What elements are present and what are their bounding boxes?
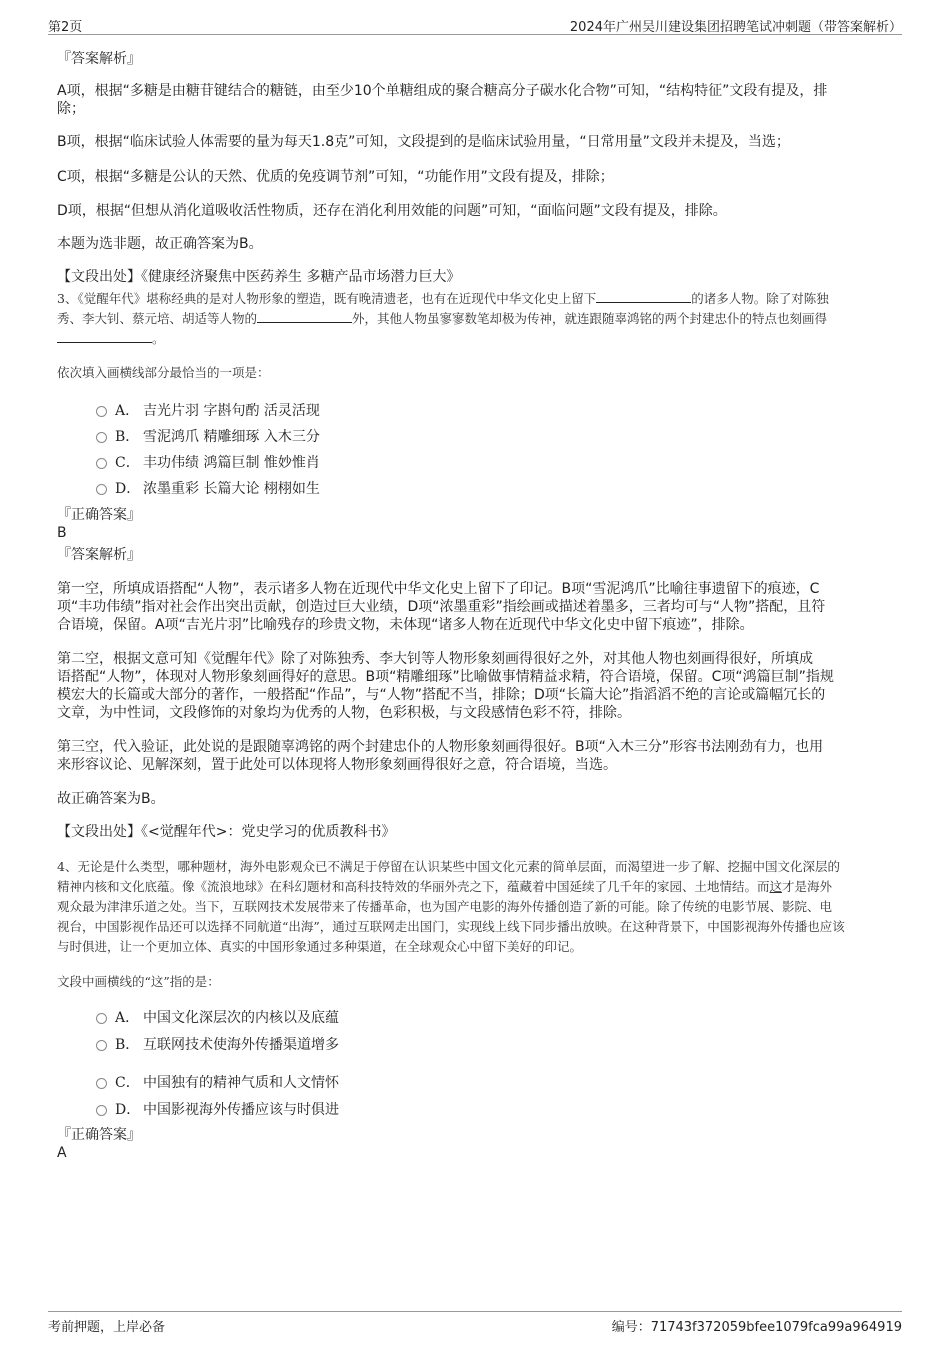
question-3-stem: 3、《觉醒年代》堪称经典的是对人物形象的塑造，既有晚清遗老，也有在近现代中华文化史上留下 的诸多人物。除了对陈独 秀、李大钊、蔡元培、胡适等人物的 外，其他人物虽寥寥数笔却极为传神，就连跟随辜鸿铭的两个封建忠仆的特点也刻画得 。 [57, 291, 829, 346]
question-4-prompt: 文段中画横线的“这”指的是： [57, 974, 220, 989]
q4-answer-label: 『正确答案』 [57, 1127, 141, 1143]
q3-option-c[interactable]: C． 丰功伟绩 鸿篇巨制 惟妙惟肖 [96, 452, 320, 472]
q3-analysis-para-2: 第二空，根据文意可知《觉醒年代》除了对陈独秀、李大钊等人物形象刻画得很好之外，对其他人物也刻画得很好，所填成 语搭配“人物”，体现对人物形象刻画得好的意思。B项“精雕细琢”比喻做事情精益求精，符合语境，保留。C项“鸿篇巨制”指规 模宏大的长篇或大部分的著作，一般搭配“作品”，与“人物”搭配不当，排除；D项“长篇大论”指滔滔不绝的言论或篇幅冗长的 文章，为中性词，文段修饰的对象均为优秀的人物，色彩积极，与文段感情色彩不符，排除。 [57, 651, 834, 721]
radio-icon[interactable] [96, 432, 107, 443]
blank-3 [57, 330, 152, 343]
q3-option-b[interactable]: B． 雪泥鸿爪 精雕细琢 入木三分 [96, 426, 320, 446]
q2-conclusion: 本题为选非题，故正确答案为B。 [57, 236, 263, 252]
q3-option-d[interactable]: D． 浓墨重彩 长篇大论 栩栩如生 [96, 478, 320, 498]
q4-option-d[interactable]: D． 中国影视海外传播应该与时俱进 [96, 1099, 339, 1119]
q2-analysis-a [57, 82, 895, 118]
q2-source: 【文段出处】《健康经济聚焦中医药养生 多糖产品市场潜力巨大》 [57, 269, 461, 285]
q3-conclusion: 故正确答案为B。 [57, 791, 165, 807]
radio-icon[interactable] [96, 1013, 107, 1024]
radio-icon[interactable] [96, 1105, 107, 1116]
blank-1 [596, 290, 691, 303]
q2-analysis-d: D项，根据“但想从消化道吸收活性物质，还存在消化利用效能的问题”可知，“面临问题”文段有提及，排除。 [57, 203, 727, 219]
page-footer [48, 1311, 902, 1334]
blank-2 [257, 310, 352, 323]
q2-analysis-a-line2: 除； [57, 101, 85, 117]
q2-analysis-b: B项，根据“临床试验人体需要的量为每天1.8克”可知，文段提到的是临床试验用量，“日常用量”文段并未提及，当选； [57, 134, 790, 150]
page-header [48, 14, 902, 35]
q4-option-a[interactable]: A． 中国文化深层次的内核以及底蕴 [96, 1007, 339, 1027]
radio-icon[interactable] [96, 484, 107, 495]
footer-slogan: 考前押题，上岸必备 [48, 1320, 166, 1335]
q3-analysis-para-3: 第三空，代入验证，此处说的是跟随辜鸿铭的两个封建忠仆的人物形象刻画得很好。B项“入木三分”形容书法刚劲有力，也用 来形容议论、见解深刻，置于此处可以体现将人物形象刻画得很好之意，符合语境，当选。 [57, 739, 824, 773]
document-code: 编号：71743f372059bfee1079fca99a964919 [611, 1320, 902, 1335]
radio-icon[interactable] [96, 458, 107, 469]
page-number: 第2页 [48, 20, 83, 35]
q4-option-c[interactable]: C． 中国独有的精神气质和人文情怀 [96, 1072, 339, 1092]
radio-icon[interactable] [96, 406, 107, 417]
q3-option-a[interactable]: A． 吉光片羽 字斟句酌 活灵活现 [96, 400, 320, 420]
q4-answer: A [57, 1145, 67, 1161]
q2-analysis-a-line1: A项，根据“多糖是由糖苷键结合的糖链，由至少10个单糖组成的聚合糖高分子碳水化合物”可知，“结构特征”文段有提及，排 [57, 83, 828, 99]
q3-answer: B [57, 525, 67, 541]
question-3-prompt: 依次填入画横线部分最恰当的一项是： [57, 365, 270, 380]
q2-analysis-c: C项，根据“多糖是公认的天然、优质的免疫调节剂”可知，“功能作用”文段有提及，排除； [57, 169, 614, 185]
analysis-label: 『答案解析』 [57, 51, 141, 67]
underlined-word: 这 [769, 879, 783, 894]
q3-source: 【文段出处】《<觉醒年代>：党史学习的优质教科书》 [57, 824, 396, 840]
document-title: 2024年广州吴川建设集团招聘笔试冲刺题（带答案解析） [569, 20, 902, 35]
q3-answer-label: 『正确答案』 [57, 507, 141, 523]
radio-icon[interactable] [96, 1078, 107, 1089]
q3-analysis-label: 『答案解析』 [57, 547, 141, 563]
radio-icon[interactable] [96, 1040, 107, 1051]
q3-analysis-para-1: 第一空，所填成语搭配“人物”，表示诸多人物在近现代中华文化史上留下了印记。B项“雪泥鸿爪”比喻往事遗留下的痕迹，C 项“丰功伟绩”指对社会作出突出贡献，创造过巨大业绩，D项“浓墨重彩”指绘画或描述着墨多，三者均可与“人物”搭配，且符 合语境，保留。A项“吉光片羽”比喻残存的珍贵文物，未体现“诸多人物在近现代中华文化史中留下痕迹”，排除。 [57, 581, 826, 633]
question-4-stem: 4、无论是什么类型，哪种题材，海外电影观众已不满足于停留在认识某些中国文化元素的简单层面，而渴望进一步了解、挖掘中国文化深层的 精神内核和文化底蕴。像《流浪地球》在科幻题材和高科技特效的华丽外壳之下，蕴藏着中国延续了几千年的家园、土地情结。而这才是海外 观众最为津津乐道之处。当下，互联网技术发展带来了传播革命，也为国产电影的海外传播创造了新的可能。除了传统的电影节展、影院、电 视台，中国影视作品还可以选择不同航道“出海”，通过互联网走出国门，实现线上线下同步播出放映。在这种背景下，中国影视海外传播也应该 与时俱进，让一个更加立体、真实的中国形象通过多种渠道，在全球观众心中留下美好的印记。 [57, 859, 845, 954]
q4-option-b[interactable]: B． 互联网技术使海外传播渠道增多 [96, 1034, 339, 1054]
